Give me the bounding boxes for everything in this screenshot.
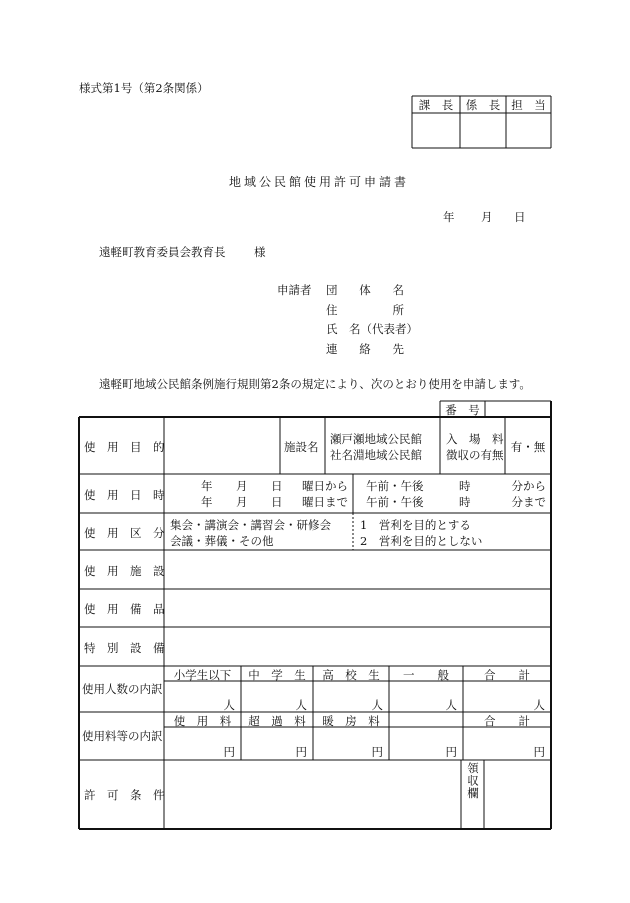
- stamp-box-staff: 担 当: [511, 98, 546, 112]
- number-label: 番 号: [445, 403, 480, 417]
- facility-option-setose: 瀬戸瀬地域公民館: [330, 432, 422, 446]
- honorific: 様: [254, 245, 266, 259]
- fees-unit: 円: [371, 745, 383, 759]
- fees-header-heating: 暖 房 料: [322, 714, 380, 728]
- attendance-unit: 人: [445, 698, 457, 712]
- attendance-header-junior: 中 学 生: [248, 668, 306, 682]
- intro-text: 遠軽町地域公民館条例施行規則第2条の規定により、次のとおり使用を申請します。: [99, 377, 531, 391]
- row-label-attendance: 使用人数の内訳: [82, 682, 163, 696]
- attendance-header-high: 高 校 生: [322, 668, 380, 682]
- category-type-1: 集会・講演会・講習会・研修会: [170, 518, 331, 532]
- dt-to-ampm: 午前・午後: [366, 495, 424, 509]
- dt-to-hour: 時: [459, 495, 471, 509]
- entry-fee-sublabel: 徴収の有無: [446, 448, 504, 462]
- dt-from-ampm: 午前・午後: [366, 479, 424, 493]
- attendance-unit: 人: [295, 698, 307, 712]
- attendance-header-total: 合 計: [484, 668, 530, 682]
- stamp-box-section: 係 長: [465, 98, 501, 112]
- applicant-label: 申請者: [277, 283, 312, 297]
- fees-header-total: 合 計: [484, 714, 530, 728]
- dt-to-weekday: 曜日まで: [302, 495, 348, 509]
- row-label-special: 特 別 設 備: [84, 641, 165, 655]
- applicant-name: 氏 名（代表者）: [326, 322, 418, 336]
- dt-from-hour: 時: [459, 479, 471, 493]
- entry-fee-choice: 有・無: [510, 440, 546, 454]
- category-type-2: 会議・葬儀・その他: [170, 534, 274, 548]
- row-label-datetime: 使 用 日 時: [84, 488, 165, 502]
- applicant-group-name: 団 体 名: [326, 283, 404, 297]
- applicant-address: 住 所: [326, 303, 404, 317]
- entry-fee-label: 入 場 料: [446, 432, 504, 446]
- dt-to-day: 日: [271, 495, 283, 509]
- attendance-unit: 人: [371, 698, 383, 712]
- row-label-equipment: 使 用 備 品: [84, 602, 165, 616]
- stamp-box-chief: 課 長: [418, 98, 454, 112]
- row-label-facility: 使 用 施 設: [84, 564, 165, 578]
- page-title: 地域公民館使用許可申請書: [229, 175, 410, 189]
- row-label-fees: 使用料等の内訳: [82, 729, 163, 743]
- row-label-category: 使 用 区 分: [84, 526, 165, 540]
- dt-to-month: 月: [236, 495, 248, 509]
- attendance-header-elementary: 小学生以下: [173, 668, 232, 682]
- fees-unit: 円: [295, 745, 307, 759]
- facility-label: 施設名: [284, 440, 319, 454]
- date-month: 月: [481, 210, 493, 224]
- dt-from-minute: 分から: [511, 479, 546, 493]
- category-profit-2: 2 営利を目的としない: [360, 534, 483, 548]
- date-day: 日: [514, 210, 526, 224]
- receipt-label: 領収欄: [466, 762, 480, 800]
- fees-header-usage: 使 用 料: [173, 714, 232, 728]
- addressee: 遠軽町教育委員会教育長: [99, 245, 226, 259]
- fees-unit: 円: [445, 745, 457, 759]
- dt-from-day: 日: [271, 479, 283, 493]
- attendance-unit: 人: [533, 698, 545, 712]
- fees-unit: 円: [533, 745, 545, 759]
- attendance-header-general: 一 般: [403, 668, 449, 682]
- category-profit-1: 1 営利を目的とする: [360, 518, 471, 532]
- dt-to-minute: 分まで: [511, 495, 546, 509]
- fees-unit: 円: [223, 745, 235, 759]
- dt-to-year: 年: [201, 495, 213, 509]
- row-label-permit: 許 可 条 件: [84, 788, 165, 802]
- form-number: 様式第1号（第2条関係）: [79, 81, 209, 95]
- dt-from-weekday: 曜日から: [302, 479, 348, 493]
- row-label-purpose: 使 用 目 的: [84, 440, 165, 454]
- attendance-unit: 人: [223, 698, 235, 712]
- facility-option-shanafuchi: 社名淵地域公民館: [330, 448, 422, 462]
- dt-from-month: 月: [236, 479, 248, 493]
- dt-from-year: 年: [201, 479, 213, 493]
- fees-header-overtime: 超 過 料: [248, 714, 306, 728]
- date-year: 年: [443, 210, 455, 224]
- applicant-contact: 連 絡 先: [326, 342, 404, 356]
